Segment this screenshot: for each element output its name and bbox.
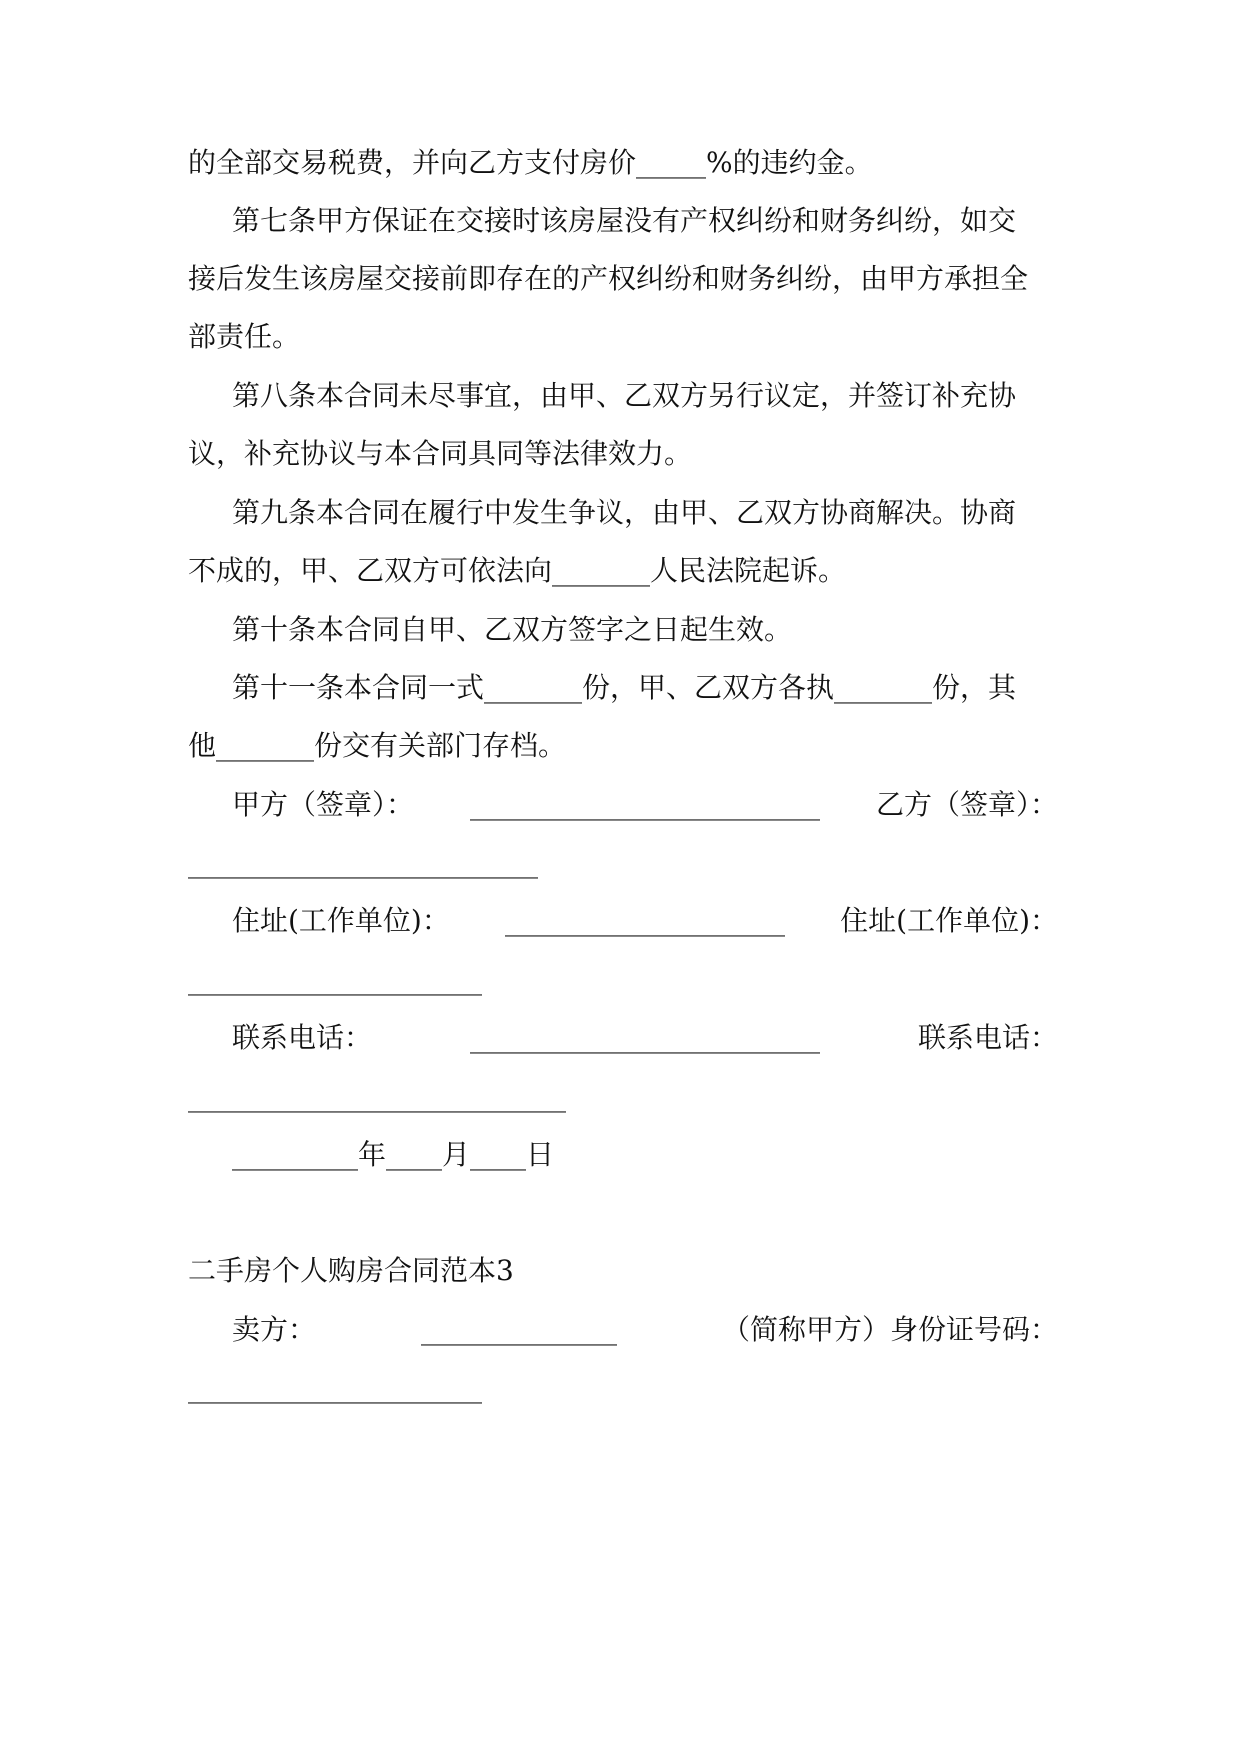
paragraph-line: 接后发生该房屋交接前即存在的产权纠纷和财务纠纷，由甲方承担全: [188, 262, 1029, 295]
paragraph-line: 第十一条本合同一式_______份，甲、乙双方各执_______份，其: [232, 671, 1017, 704]
paragraph-line: 第九条本合同在履行中发生争议，由甲、乙双方协商解决。协商: [232, 496, 1017, 529]
date-line: _________年____月____日: [232, 1138, 555, 1171]
phone-b-blank: ___________________________: [188, 1080, 566, 1113]
address-a-label: 住址(工作单位)：: [232, 904, 450, 937]
paragraph-line: 部责任。: [188, 320, 301, 353]
address-b-blank: _____________________: [188, 963, 482, 996]
section-title: 二手房个人购房合同范本3: [188, 1254, 514, 1287]
party-a-sign-blank: _________________________: [470, 788, 820, 821]
phone-row: [232, 1013, 1058, 1063]
paragraph-line: 第八条本合同未尽事宜，由甲、乙双方另行议定，并签订补充协: [232, 379, 1017, 412]
party-b-sign-blank: _________________________: [188, 846, 538, 879]
party-a-sign-label: 甲方（签章）：: [232, 788, 415, 821]
paragraph-line: 的全部交易税费，并向乙方支付房价_____%的违约金。: [188, 146, 873, 179]
address-row: [232, 896, 1058, 946]
paragraph-line: 他_______份交有关部门存档。: [188, 729, 567, 762]
seller-row: [232, 1305, 1058, 1355]
paragraph-line: 第十条本合同自甲、乙双方签字之日起生效。: [232, 613, 793, 646]
phone-b-label: 联系电话：: [917, 1021, 1058, 1054]
signature-row: [232, 780, 1058, 830]
paragraph-line: 第七条甲方保证在交接时该房屋没有产权纠纷和财务纠纷，如交: [232, 204, 1017, 237]
seller-label: 卖方：: [232, 1313, 317, 1346]
seller-blank: ______________: [421, 1313, 617, 1346]
phone-a-blank: _________________________: [470, 1021, 820, 1054]
paragraph-line: 议，补充协议与本合同具同等法律效力。: [188, 437, 693, 470]
address-a-blank: ____________________: [505, 904, 785, 937]
seller-id-blank: _____________________: [188, 1371, 482, 1404]
phone-a-label: 联系电话：: [232, 1021, 373, 1054]
seller-abbrev-label: （简称甲方）身份证号码：: [721, 1313, 1058, 1346]
paragraph-line: 不成的，甲、乙双方可依法向_______人民法院起诉。: [188, 554, 847, 587]
address-b-label: 住址(工作单位)：: [840, 904, 1058, 937]
party-b-sign-label: 乙方（签章）：: [875, 788, 1058, 821]
